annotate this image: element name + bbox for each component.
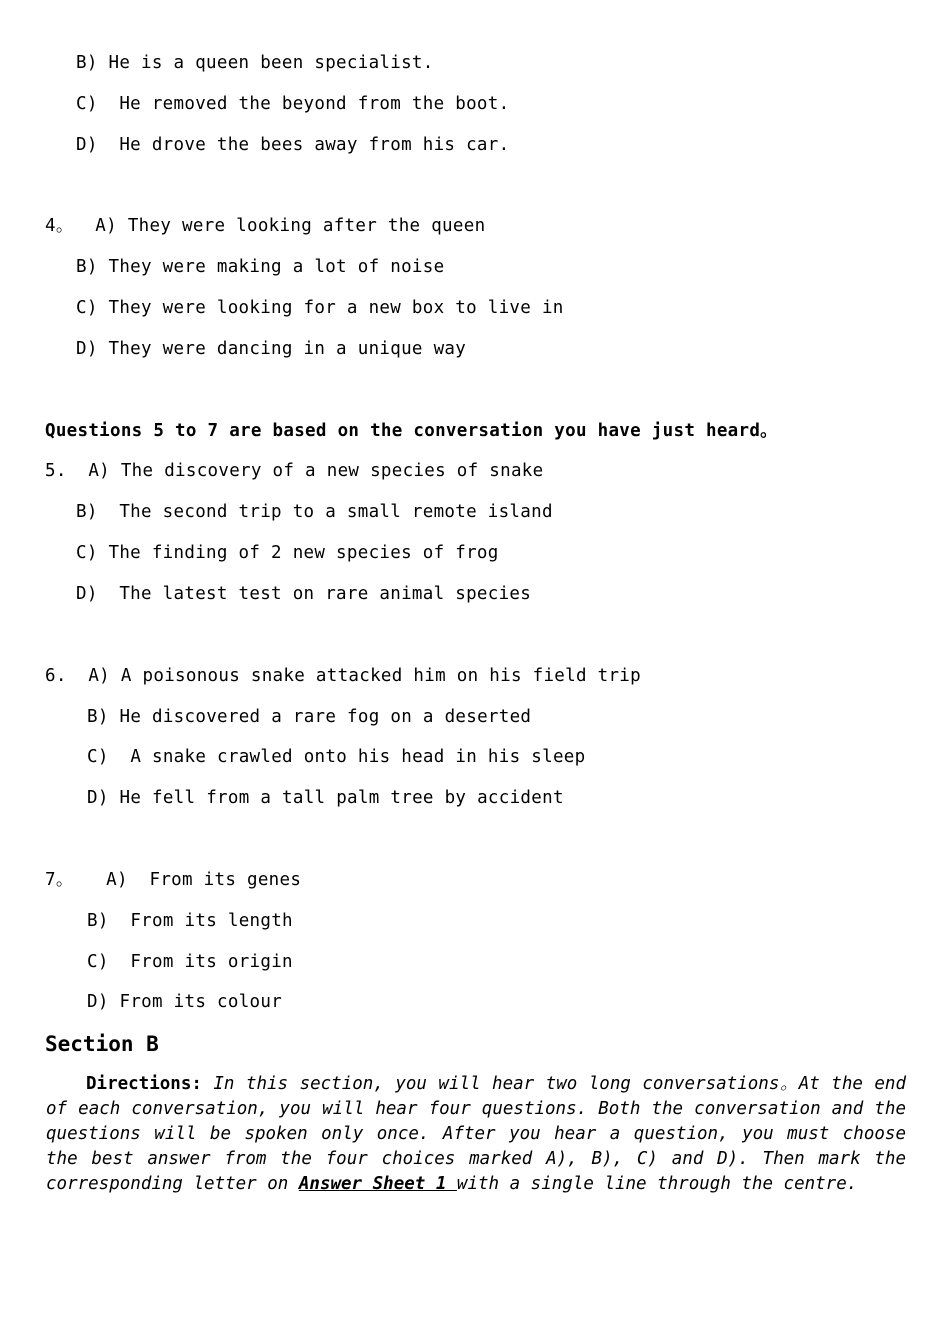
directions-text-1: In this section, you will hear two long conversations。At the end of each conversation, you will hear four questions. Both the conversation and the questions will be spoken only once. After you hear a question, you must choose the best answer from the four choices marked A), B), C) and D). Then mark the corresponding letter on [46,1074,906,1194]
section-b-directions [46,1072,906,1197]
section-b-title: Section B [45,1032,159,1056]
answer-sheet-reference: Answer Sheet 1 [298,1174,457,1194]
q4-option-a: 4。 A) They were looking after the queen [45,216,486,236]
q3-option-b: B) He is a queen been specialist. [76,53,434,73]
q4-option-b: B) They were making a lot of noise [76,257,445,277]
directions-label: Directions: [86,1074,202,1094]
q6-option-a: 6. A) A poisonous snake attacked him on his field trip [45,666,641,686]
q7-option-b: B) From its length [87,911,293,931]
q3-option-d: D) He drove the bees away from his car. [76,135,510,155]
q4-option-c: C) They were looking for a new box to live in [76,298,564,318]
q5-option-a: 5. A) The discovery of a new species of snake [45,461,544,481]
questions-group-heading: Questions 5 to 7 are based on the conversation you have just heard。 [45,421,778,441]
q4-option-d: D) They were dancing in a unique way [76,339,467,359]
q6-option-c: C) A snake crawled onto his head in his sleep [87,747,586,767]
q7-option-c: C) From its origin [87,952,293,972]
q5-option-c: C) The finding of 2 new species of frog [76,543,499,563]
q5-option-d: D) The latest test on rare animal species [76,584,532,604]
q3-option-c: C) He removed the beyond from the boot. [76,94,510,114]
q7-option-d: D) From its colour [87,992,283,1012]
q6-option-b: B) He discovered a rare fog on a deserted [87,707,532,727]
q6-option-d: D) He fell from a tall palm tree by accident [87,788,564,808]
directions-text-2: with a single line through the centre. [456,1174,858,1194]
q7-option-a: 7。 A) From its genes [45,870,302,890]
q5-option-b: B) The second trip to a small remote island [76,502,553,522]
